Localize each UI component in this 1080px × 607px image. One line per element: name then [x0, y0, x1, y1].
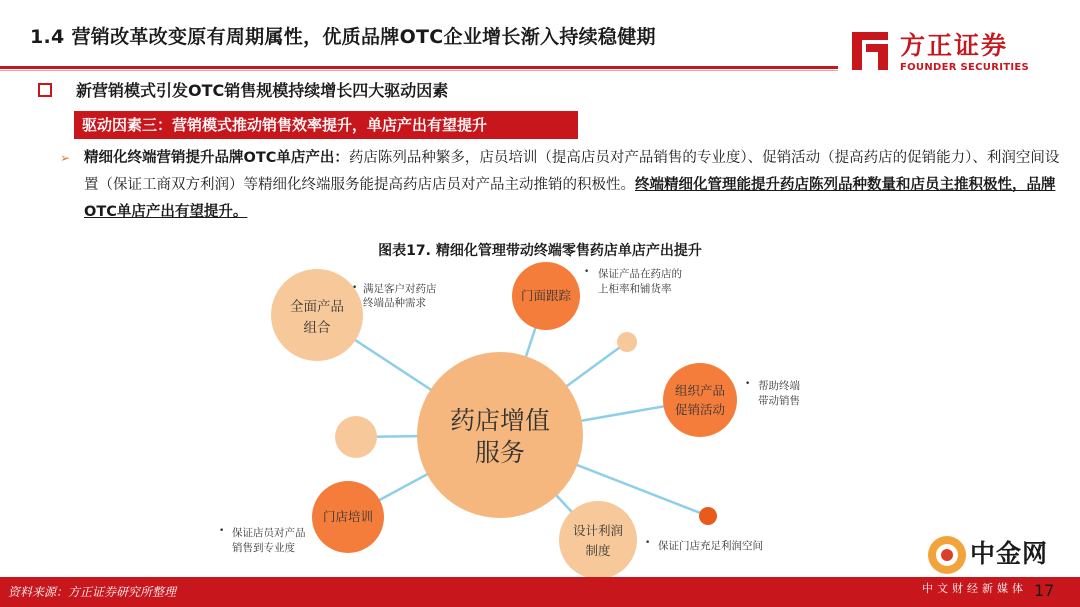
page-number: 17	[1034, 581, 1055, 600]
svg-text:•: •	[352, 283, 358, 293]
decor-dot-1	[617, 332, 637, 352]
logo-text-en: FOUNDER SECURITIES	[900, 62, 1030, 73]
watermark-logo-icon	[926, 534, 968, 576]
note-n3-l2: 带动销售	[758, 395, 800, 407]
node-product-portfolio-l2: 组合	[303, 320, 331, 336]
note-n5-l1: 保证门店充足利润空间	[658, 540, 763, 552]
decor-dot-2	[335, 416, 377, 458]
decor-dot-3	[699, 507, 717, 525]
paragraph-body: 药店陈列品种繁多，店员培训（提高店员对产品销售的专业度）、促销活动（提高药店的促销能力）、利润空间设置（保证工商双方利润）等精细化终端服务能提高药店店员对产品主动推销的积极性。	[84, 150, 1060, 193]
node-profit-system-l2: 制度	[585, 543, 611, 558]
node-product-portfolio-l1: 全面产品	[290, 299, 344, 315]
paragraph-lead: 精细化终端营销提升品牌OTC单店产出：	[84, 150, 349, 166]
watermark-url: CNGOLD.COM.CN	[974, 566, 1051, 575]
svg-text:•: •	[584, 267, 590, 277]
watermark-subtitle: 中文财经新媒体	[922, 582, 1027, 595]
driver-banner: 驱动因素三：营销模式推动销售效率提升，单店产出有望提升	[74, 111, 578, 139]
node-product-portfolio	[271, 269, 363, 361]
slide-title: 1.4 营销改革改变原有周期属性，优质品牌OTC企业增长渐入持续稳健期	[30, 26, 656, 48]
note-n1-l1: 满足客户对药店	[363, 283, 437, 295]
paragraph-conclusion: 终端精细化管理能提升药店陈列品种数量和店员主推积极性，品牌OTC单店产出有望提升。	[84, 177, 1056, 220]
node-promotion-l2: 促销活动	[674, 402, 726, 417]
watermark-cn: 中金网	[970, 539, 1049, 568]
center-label-line2: 服务	[474, 438, 526, 467]
svg-text:•: •	[645, 538, 651, 548]
node-storefront-tracking-label: 门面跟踪	[520, 288, 572, 303]
note-n1-l2: 终端品种需求	[363, 297, 426, 309]
note-n2-l1: 保证产品在药店的	[598, 268, 682, 280]
note-n3-l1: 帮助终端	[758, 380, 800, 392]
figure-caption: 图表17. 精细化管理带动终端零售药店单店产出提升	[378, 243, 702, 259]
source-note: 资料来源：方正证券研究所整理	[8, 585, 177, 599]
node-profit-system	[559, 501, 637, 577]
svg-text:•: •	[745, 379, 751, 389]
note-n4-l2: 销售到专业度	[232, 542, 295, 554]
node-profit-system-l1: 设计利润	[572, 523, 624, 538]
node-promotion-l1: 组织产品	[674, 383, 726, 398]
center-node	[417, 352, 583, 518]
center-label-line1: 药店增值	[449, 406, 551, 435]
node-promotion-activities	[663, 363, 737, 437]
arrow-bullet-icon: ➢	[60, 151, 71, 165]
note-n2-l2: 上柜率和铺货率	[598, 283, 672, 295]
section-heading: 新营销模式引发OTC销售规模持续增长四大驱动因素	[76, 81, 449, 100]
note-n4-l1: 保证店员对产品	[232, 527, 306, 539]
logo-text-cn: 方正证券	[900, 31, 1009, 60]
svg-text:•: •	[219, 526, 225, 536]
node-store-training-label: 门店培训	[322, 509, 374, 524]
